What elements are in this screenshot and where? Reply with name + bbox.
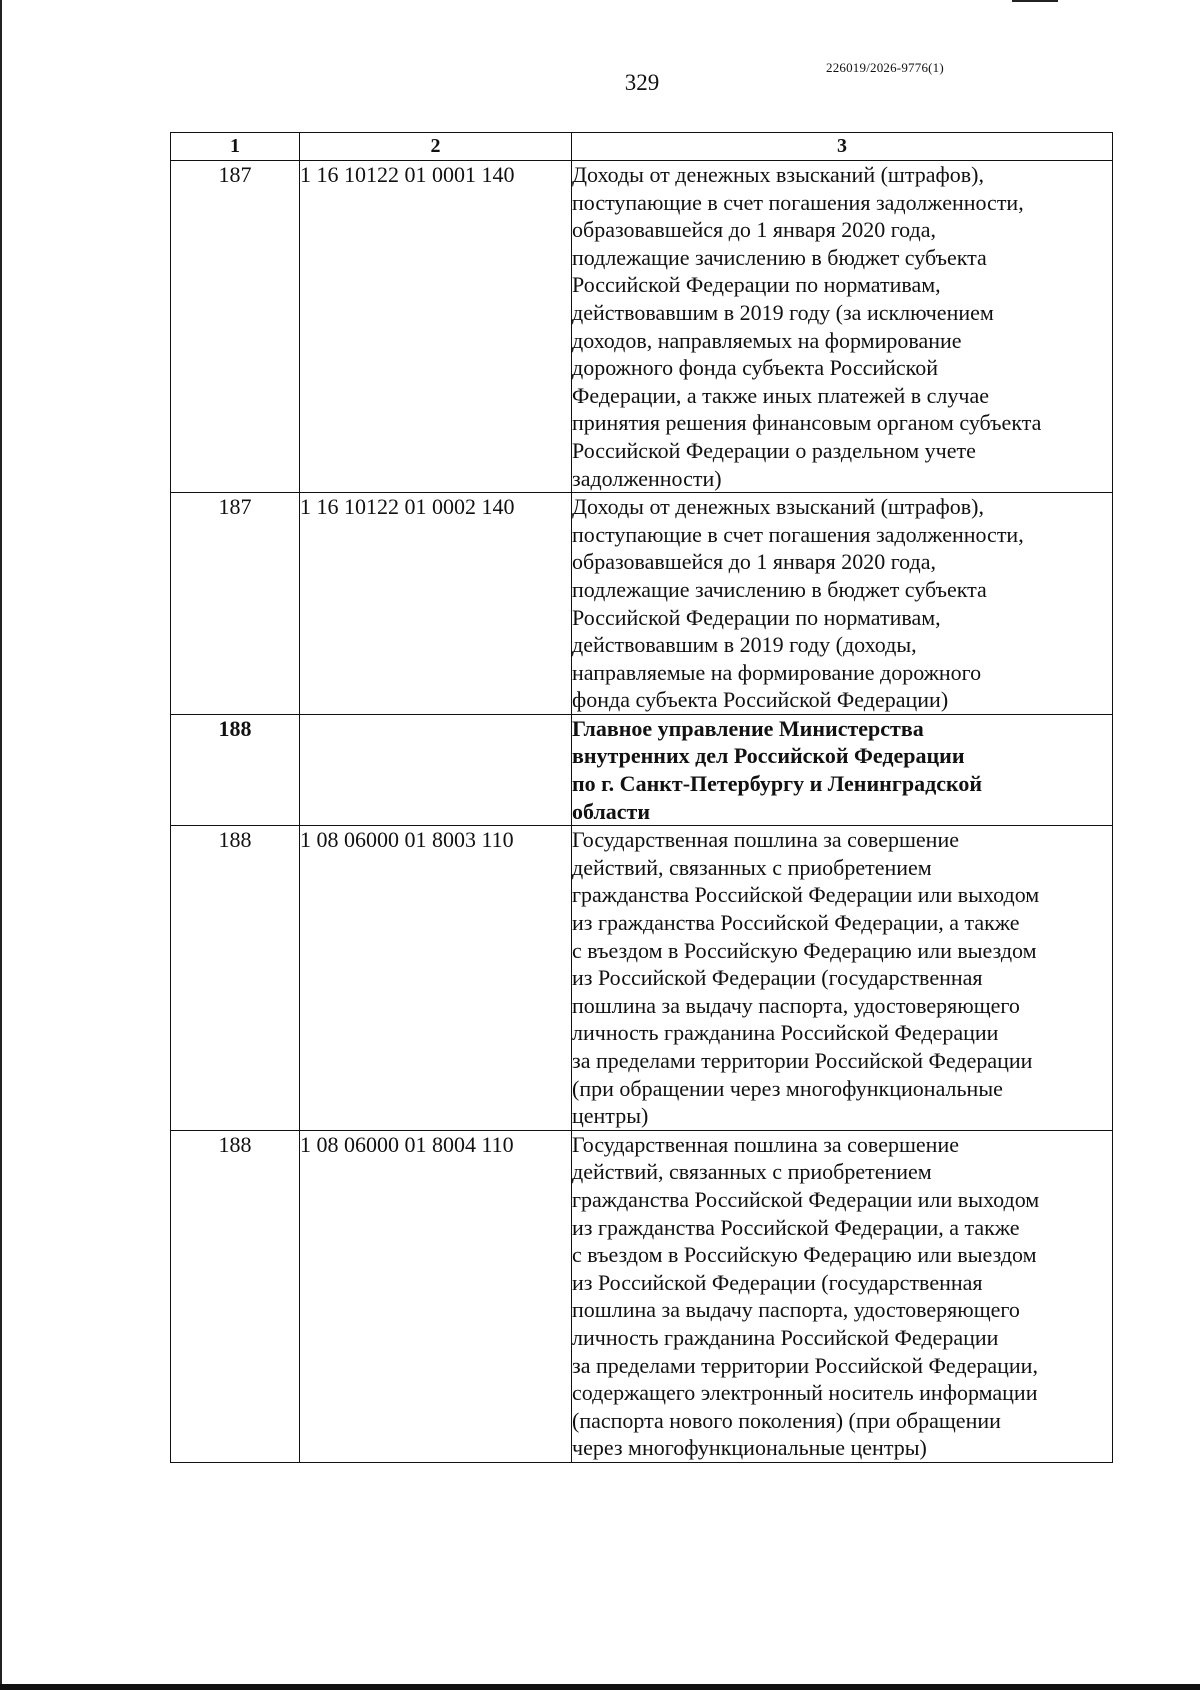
budget-code-cell: 1 16 10122 01 0001 140 (300, 161, 572, 493)
description-line: принятия решения финансовым органом субъекта (572, 410, 1042, 436)
row-number-cell: 188 (171, 826, 300, 1131)
row-number-cell: 187 (171, 493, 300, 715)
description-line: (при обращении через многофункциональные (572, 1075, 1003, 1101)
document-id: 226019/2026-9776(1) (826, 60, 944, 75)
description-line: из гражданства Российской Федерации, а также (572, 910, 1020, 936)
row-number-cell: 188 (171, 714, 300, 825)
row-number-cell: 187 (171, 161, 300, 493)
description-line: по г. Санкт-Петербургу и Ленинградской (572, 771, 983, 797)
description-line: доходов, направляемых на формирование (572, 327, 962, 353)
budget-code-cell: 1 08 06000 01 8003 110 (300, 826, 572, 1131)
description-line: из гражданства Российской Федерации, а также (572, 1214, 1020, 1240)
description-line: личность гражданина Российской Федерации (572, 1324, 999, 1350)
description-line: направляемые на формирование дорожного (572, 659, 982, 685)
description-line: через многофункциональные центры) (572, 1435, 927, 1461)
table-body (171, 161, 1113, 1463)
description-line: действий, связанных с приобретением (572, 1159, 932, 1185)
description-line: содержащего электронный носитель информации (572, 1380, 1038, 1406)
description-line: из Российской Федерации (государственная (572, 1269, 983, 1295)
table-row (171, 714, 1113, 825)
description-line: гражданства Российской Федерации или выходом (572, 882, 1040, 908)
description-line: подлежащие зачислению в бюджет субъекта (572, 244, 987, 270)
description-line: Главное управление Министерства (572, 715, 924, 741)
description-line: Российской Федерации о раздельном учете (572, 437, 976, 463)
description-line: Российской Федерации по нормативам, (572, 604, 941, 630)
description-line: пошлина за выдачу паспорта, удостоверяющего (572, 992, 1020, 1018)
description-line: за пределами территории Российской Федерации (572, 1048, 1033, 1073)
description-line: Российской Федерации по нормативам, (572, 272, 941, 298)
budget-code-cell (300, 714, 572, 825)
description-line: за пределами территории Российской Федерации, (572, 1352, 1038, 1378)
description-line: Федерации, а также иных платежей в случае (572, 382, 990, 408)
description-line: поступающие в счет погашения задолженности, (572, 521, 1024, 547)
description-line: поступающие в счет погашения задолженности, (572, 189, 1024, 215)
table-header-row (171, 133, 1113, 161)
description-line: действовавшим в 2019 году (за исключением (572, 299, 994, 325)
description-line: с въездом в Российскую Федерацию или выездом (572, 937, 1037, 963)
column-header-1: 1 (171, 133, 300, 161)
description-line: образовавшейся до 1 января 2020 года, (572, 217, 936, 243)
description-line: гражданства Российской Федерации или выходом (572, 1186, 1040, 1212)
description-line: пошлина за выдачу паспорта, удостоверяющего (572, 1297, 1020, 1323)
description-line: центры) (572, 1103, 649, 1129)
description-line: дорожного фонда субъекта Российской (572, 355, 939, 381)
budget-code-cell: 1 08 06000 01 8004 110 (300, 1130, 572, 1462)
scan-left-edge (0, 0, 2, 1690)
description-line: (паспорта нового поколения) (при обращении (572, 1407, 1001, 1433)
scan-bottom-edge (0, 1684, 1200, 1690)
description-line: Государственная пошлина за совершение (572, 827, 959, 853)
description-line: области (572, 798, 651, 824)
description-line: задолженности) (572, 465, 722, 491)
table-row (171, 1130, 1113, 1462)
description-cell (572, 714, 1113, 825)
description-line: Доходы от денежных взысканий (штрафов), (572, 494, 984, 520)
description-cell (572, 161, 1113, 493)
revenue-codes-table (170, 132, 1113, 1463)
budget-code-cell: 1 16 10122 01 0002 140 (300, 493, 572, 715)
description-line: внутренних дел Российской Федерации (572, 743, 965, 769)
description-line: фонда субъекта Российской Федерации) (572, 687, 949, 713)
description-line: действий, связанных с приобретением (572, 854, 932, 880)
description-line: действовавшим в 2019 году (доходы, (572, 632, 917, 658)
description-line: образовавшейся до 1 января 2020 года, (572, 549, 936, 575)
row-number-cell: 188 (171, 1130, 300, 1462)
description-line: Государственная пошлина за совершение (572, 1131, 959, 1157)
description-cell (572, 493, 1113, 715)
column-header-2: 2 (300, 133, 572, 161)
description-line: личность гражданина Российской Федерации (572, 1020, 999, 1046)
table-row (171, 493, 1113, 715)
description-line: с въездом в Российскую Федерацию или выездом (572, 1242, 1037, 1268)
page-number: 329 (624, 70, 660, 95)
description-line: Доходы от денежных взысканий (штрафов), (572, 162, 984, 187)
table-row (171, 161, 1113, 493)
table-row (171, 826, 1113, 1131)
column-header-3: 3 (572, 133, 1113, 161)
scan-top-mark (1012, 0, 1058, 2)
description-cell (572, 826, 1113, 1131)
description-cell (572, 1130, 1113, 1462)
description-line: подлежащие зачислению в бюджет субъекта (572, 576, 987, 602)
description-line: из Российской Федерации (государственная (572, 965, 983, 991)
